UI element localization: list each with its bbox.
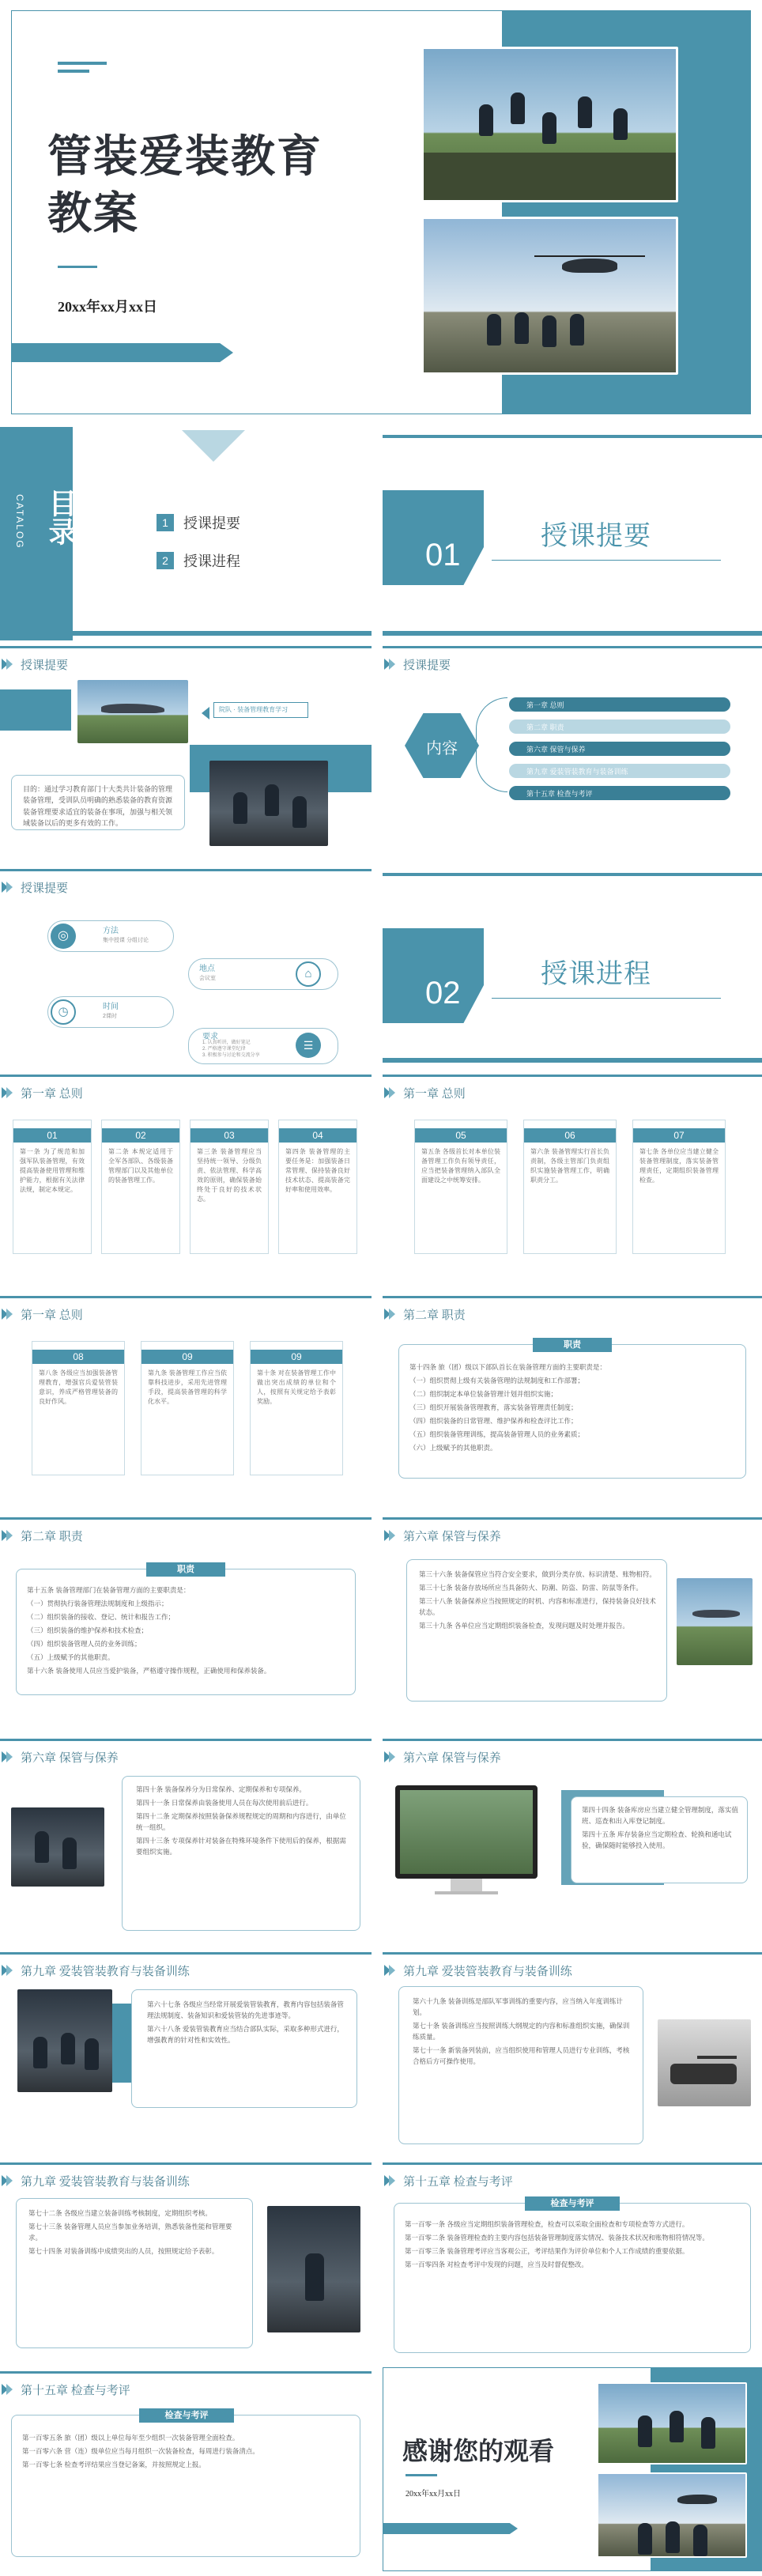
slide-header: 第十五章 检查与考评 bbox=[21, 2384, 130, 2397]
cover-date: 20xx年xx月xx日 bbox=[58, 299, 157, 315]
contents-item-5[interactable]: 第十五章 检查与考评 bbox=[509, 786, 730, 800]
article-card: 09 第十条 对在装备管理工作中做出突出成绩的单位和个人，按照有关规定给予表彰奖励。 bbox=[250, 1341, 343, 1475]
slide-header: 第六章 保管与保养 bbox=[21, 1751, 119, 1765]
slide-header: 第九章 爱装管装教育与装备训练 bbox=[21, 1965, 190, 1978]
contents-item-2[interactable]: 第二章 职责 bbox=[509, 720, 730, 734]
overview-aim-slide bbox=[0, 642, 372, 863]
cover-title-2: 教案 bbox=[47, 190, 139, 239]
article-card: 06 第六条 装备管理实行首长负责制，各级主管部门负责组织实施装备管理工作，明确职责分工。 bbox=[523, 1120, 617, 1254]
slide-header: 第十五章 检查与考评 bbox=[403, 2175, 513, 2189]
contents-item-3[interactable]: 第六章 保管与保养 bbox=[509, 742, 730, 756]
target-icon: ◎ bbox=[51, 924, 76, 949]
section-title: 授课提要 bbox=[541, 522, 651, 551]
section-title: 授课进程 bbox=[541, 960, 651, 989]
check-lines: 第一百零一条 各级应当定期组织装备管理检查，检查可以采取全面检查和专项检查等方式进行。 第一百零二条 装备管理检查的主要内容包括装备管理制度落实情况、装备技术状况和账物相符情况等。 第一百零三条 装备管理考评应当客观公正，考评结果作为评价单位和个人工作成绩的重要依据。 第一百零四条 对检查考评中发现的问题，应当及时督促整改。 bbox=[405, 2220, 709, 2269]
toc-item-2[interactable] bbox=[157, 550, 240, 571]
toc-label-1: 授课提要 bbox=[183, 516, 240, 531]
check-title: 检查与考评 bbox=[139, 2408, 234, 2423]
duty-title: 职责 bbox=[533, 1338, 612, 1352]
tank-photo bbox=[658, 2019, 751, 2106]
end-slide bbox=[383, 2367, 762, 2571]
article-card: 08 第八条 各级应当加强装备管理教育，增强官兵爱装管装意识，养成严格管理装备的良好作风。 bbox=[32, 1341, 125, 1475]
article-lines: 第七十二条 各级应当建立装备训练考核制度，定期组织考核。 第七十三条 装备管理人员应当参加业务培训，熟悉装备性能和管理要求。 第七十四条 对装备训练中成绩突出的人员，按照规定给予表彰。 bbox=[28, 2209, 232, 2256]
aircraft-photo bbox=[677, 1578, 753, 1665]
article-card: 03 第三条 装备管理应当坚持统一领导、分级负责、依法管理、科学高效的原则，确保装备始终处于良好的技术状态。 bbox=[190, 1120, 269, 1254]
duty-title: 职责 bbox=[146, 1562, 225, 1577]
chapter6-slide-b bbox=[0, 1735, 372, 1940]
chevron-icon bbox=[383, 2174, 397, 2188]
aim-text: 目的：通过学习教育部门十大类共计装备的管理装备管理，受训队员明确的熟悉装备的教育资源装备管理要求适宜的装备在事项，加强与相关领域装备以后的更多有效的工作。 bbox=[11, 775, 185, 830]
chapter15-slide-a bbox=[383, 2159, 762, 2363]
end-date: 20xx年xx月xx日 bbox=[406, 2490, 461, 2499]
toc-item-1[interactable] bbox=[157, 512, 240, 533]
building-icon: ⌂ bbox=[296, 961, 321, 987]
chevron-icon bbox=[0, 1750, 14, 1764]
chevron-icon bbox=[383, 1528, 397, 1543]
chapter6-slide-c bbox=[383, 1735, 762, 1940]
slide-header: 第一章 总则 bbox=[21, 1309, 83, 1322]
overview-method-slide: 授课提要 ◎ 方法 集中授课 分组讨论 ⌂ 地点 会议室 ◷ 时间 2课时 ☰ 要求 1. 认真听讲，做好笔记 2. 严格遵守课堂纪律 3. 积极参与讨论和交流分享 bbox=[0, 865, 372, 1069]
chapter2-slide-a bbox=[383, 1292, 762, 1505]
toc-num-1: 1 bbox=[157, 514, 174, 531]
chevron-icon bbox=[0, 880, 14, 894]
checklist-icon: ☰ bbox=[296, 1033, 321, 1058]
article-lines: 第六十九条 装备训练是部队军事训练的重要内容，应当纳入年度训练计划。 第七十条 装备训练应当按照训练大纲规定的内容和标准组织实施，确保训练质量。 第七十一条 新装备列装前，应当组织使用和管理人员进行专业训练，考核合格后方可操作使用。 bbox=[413, 1997, 630, 2066]
chapter1-slide-b bbox=[383, 1071, 762, 1284]
chevron-icon bbox=[0, 2174, 14, 2188]
chapter6-slide-a bbox=[383, 1513, 762, 1727]
article-card: 01 第一条 为了规范和加强军队装备管理，有效提高装备使用管理和维护能力，根据有关法律法规，制定本规定。 bbox=[13, 1120, 92, 1254]
chevron-icon bbox=[383, 1963, 397, 1977]
slide-header: 第二章 职责 bbox=[403, 1309, 466, 1322]
cover-photo-soldiers bbox=[421, 47, 678, 202]
article-lines: 第三十六条 装备保管应当符合安全要求，做到分类存放、标识清楚、账物相符。 第三十七条 装备存放场所应当具备防火、防潮、防盗、防雷、防鼠等条件。 第三十八条 装备保养应当按照规定的时机、内容和标准进行，保持装备良好技术状态。 第三十九条 各单位应当定期组织装备检查，发现问题及时处理并报告。 bbox=[419, 1570, 656, 1630]
slide-header: 第二章 职责 bbox=[21, 1530, 83, 1543]
chevron-icon bbox=[0, 1963, 14, 1977]
duty-lines: 第十四条 旅（团）级以下部队首长在装备管理方面的主要职责是： （一）组织贯彻上级有关装备管理的法规制度和工作部署； （二）组织制定本单位装备管理计划并组织实施； （三）组织开展装备管理教育，落实装备管理责任制度； （四）组织装备的日常管理、维护保养和检查评比工作； （五）组织装备管理训练，提高装备管理人员的业务素质； （六）上级赋予的其他职责。 bbox=[409, 1363, 606, 1452]
section-num: 02 bbox=[425, 976, 461, 1010]
toc-heading: 目录 bbox=[45, 489, 77, 546]
soldier-photo bbox=[209, 761, 328, 846]
cover-title: 管装爱装教育 bbox=[47, 133, 323, 182]
slide-header: 第六章 保管与保养 bbox=[403, 1530, 501, 1543]
section-01-slide bbox=[383, 427, 762, 640]
article-card: 04 第四条 装备管理的主要任务是：加强装备日常管理、保持装备良好技术状态、提高装备完好率和使用效率。 bbox=[278, 1120, 357, 1254]
chapter9-slide-b bbox=[383, 1948, 762, 2152]
duty-lines: 第十五条 装备管理部门在装备管理方面的主要职责是： （一）贯彻执行装备管理法规制度和上级指示； （二）组织装备的接收、登记、统计和报告工作； （三）组织装备的维护保养和技术检查； （四）组织装备管理人员的业务训练； （五）上级赋予的其他职责。 第十六条 装备使用人员应当爱护装备，严格遵守操作规程，正确使用和保养装备。 bbox=[27, 1586, 271, 1675]
end-title: 感谢您的观看 bbox=[402, 2437, 555, 2465]
slide-header: 第一章 总则 bbox=[403, 1087, 466, 1101]
slide-header: 第九章 爱装管装教育与装备训练 bbox=[21, 2175, 190, 2189]
article-card: 05 第五条 各级首长对本单位装备管理工作负有领导责任，应当把装备管理纳入部队全面建设之中统筹安排。 bbox=[414, 1120, 507, 1254]
chevron-icon bbox=[383, 1086, 397, 1100]
article-lines: 第四十四条 装备库房应当建立健全管理制度，落实值班、巡查和出入库登记制度。 第四十五条 库存装备应当定期检查、轮换和通电试验，确保随时能够投入使用。 bbox=[582, 1806, 738, 1850]
article-card: 02 第二条 本规定适用于全军各部队、各级装备管理部门以及其他单位的装备管理工作。 bbox=[101, 1120, 180, 1254]
slide-header: 授课提要 bbox=[403, 659, 451, 672]
section-02-slide bbox=[383, 865, 762, 1069]
chevron-icon bbox=[0, 1086, 14, 1100]
soldier-photo bbox=[11, 1807, 104, 1887]
chevron-icon bbox=[0, 657, 14, 671]
toc-slide bbox=[0, 427, 372, 640]
overview-contents-slide bbox=[383, 642, 762, 863]
monitor-icon bbox=[395, 1785, 538, 1879]
article-lines: 第六十七条 各级应当经常开展爱装管装教育，教育内容包括装备管理法规制度、装备知识和爱装管装的先进事迹等。 第六十八条 爱装管装教育应当结合部队实际，采取多种形式进行，增强教育的针对性和实效性。 bbox=[147, 2000, 344, 2045]
chapter2-slide-b bbox=[0, 1513, 372, 1727]
slide-header: 第九章 爱装管装教育与装备训练 bbox=[403, 1965, 572, 1978]
contents-label: 内容 bbox=[426, 740, 458, 757]
clock-icon: ◷ bbox=[51, 999, 76, 1025]
chapter9-slide-a bbox=[0, 1948, 372, 2152]
toc-label-2: 授课进程 bbox=[183, 553, 240, 569]
jet-photo bbox=[77, 680, 188, 743]
check-title: 检查与考评 bbox=[525, 2196, 620, 2211]
chevron-icon bbox=[0, 2382, 14, 2397]
toc-catalog: CATALOG bbox=[14, 494, 25, 550]
toc-num-2: 2 bbox=[157, 552, 174, 569]
cover-slide bbox=[11, 10, 751, 414]
contents-item-1[interactable]: 第一章 总则 bbox=[509, 697, 730, 712]
chevron-icon bbox=[0, 1528, 14, 1543]
check-lines: 第一百零五条 旅（团）级以上单位每年至少组织一次装备管理全面检查。 第一百零六条 营（连）级单位应当每月组织一次装备检查，每周进行装备清点。 第一百零七条 检查考评结果应当登记备案，并按照规定上报。 bbox=[22, 2434, 259, 2469]
article-card: 09 第九条 装备管理工作应当依靠科技进步，采用先进管理手段，提高装备管理的科学化水平。 bbox=[141, 1341, 234, 1475]
chevron-icon bbox=[383, 1307, 397, 1321]
soldier-photo bbox=[267, 2206, 360, 2332]
cover-photo-helicopter bbox=[421, 217, 678, 375]
contents-item-4[interactable]: 第九章 爱装管装教育与装备训练 bbox=[509, 764, 730, 778]
chevron-icon bbox=[383, 1750, 397, 1764]
training-photo bbox=[17, 1989, 112, 2092]
cover-accent-lines bbox=[58, 62, 107, 65]
chapter9-slide-c bbox=[0, 2159, 372, 2363]
slide-header: 授课提要 bbox=[21, 659, 69, 672]
cover-arrow-bar bbox=[12, 343, 233, 362]
chevron-icon bbox=[0, 1307, 14, 1321]
chapter1-slide-a bbox=[0, 1071, 372, 1284]
slide-header: 授课提要 bbox=[21, 882, 69, 895]
slide-header: 第六章 保管与保养 bbox=[403, 1751, 501, 1765]
article-lines: 第四十条 装备保养分为日常保养、定期保养和专项保养。 第四十一条 日常保养由装备使用人员在每次使用前后进行。 第四十二条 定期保养按照装备保养规程规定的周期和内容进行，由单位统一组织。 第四十三条 专项保养针对装备在特殊环境条件下使用后的保养，根据需要组织实施。 bbox=[136, 1785, 346, 1856]
slide-header: 第一章 总则 bbox=[21, 1087, 83, 1101]
chevron-icon bbox=[383, 657, 397, 671]
article-card: 07 第七条 各单位应当建立健全装备管理制度，落实装备管理责任，定期组织装备管理检查。 bbox=[632, 1120, 726, 1254]
section-num: 01 bbox=[425, 538, 461, 572]
end-photo-1 bbox=[597, 2382, 747, 2465]
tag-box: 院队 · 装备管理教育学习 bbox=[213, 702, 308, 718]
chapter1-slide-c bbox=[0, 1292, 372, 1505]
chapter15-slide-b bbox=[0, 2367, 372, 2571]
end-photo-2 bbox=[597, 2472, 747, 2558]
